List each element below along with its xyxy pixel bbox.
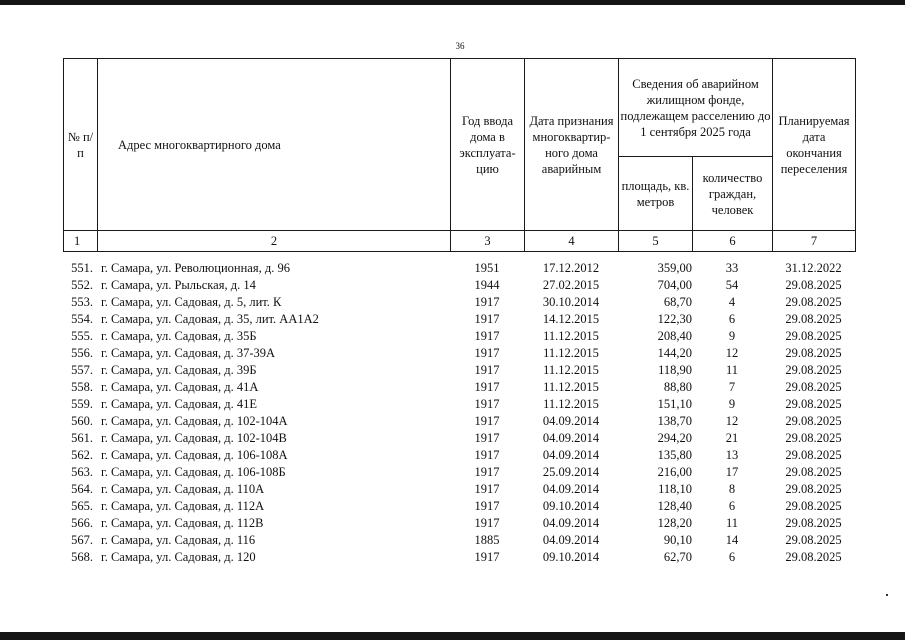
row-year: 1917: [474, 295, 500, 309]
column-number: 6: [693, 231, 773, 252]
row-year: 1917: [474, 329, 500, 343]
row-area: 294,20: [657, 431, 692, 445]
row-year: 1917: [474, 397, 500, 411]
row-year: 1917: [474, 516, 500, 530]
row-people: 11: [725, 516, 739, 530]
scan-speck: [886, 594, 888, 596]
row-year: 1917: [474, 499, 500, 513]
row-year: 1944: [474, 278, 500, 292]
row-date: 04.09.2014: [542, 516, 600, 530]
column-number: 5: [619, 231, 693, 252]
row-people: 21: [725, 431, 739, 445]
row-address: г. Самара, ул. Садовая, д. 112В: [101, 516, 264, 530]
row-end: 29.08.2025: [785, 397, 842, 411]
row-end: 29.08.2025: [785, 380, 842, 394]
row-index: 551.: [71, 261, 93, 275]
row-address: г. Самара, ул. Садовая, д. 102-104В: [101, 431, 287, 445]
row-area: 144,20: [657, 346, 692, 360]
row-index: 566.: [71, 516, 93, 530]
table-row: [63, 294, 855, 311]
row-area: 704,00: [657, 278, 692, 292]
row-date: 09.10.2014: [542, 499, 600, 513]
header-year: Год ввода дома в эксплуата-цию: [451, 59, 525, 231]
column-number: 3: [451, 231, 525, 252]
row-area: 88,80: [663, 380, 692, 394]
row-index: 552.: [71, 278, 93, 292]
row-index: 553.: [71, 295, 93, 309]
row-people: 12: [725, 414, 739, 428]
row-area: 118,90: [658, 363, 692, 377]
table-row: [63, 277, 855, 294]
table-row: [63, 464, 855, 481]
row-people: 17: [725, 465, 739, 479]
table-row: [63, 498, 855, 515]
row-area: 128,40: [657, 499, 692, 513]
header-address: Адрес многоквартирного дома: [98, 59, 451, 231]
row-address: г. Самара, ул. Рыльская, д. 14: [101, 278, 256, 292]
table-header: [63, 58, 856, 252]
row-area: 135,80: [657, 448, 692, 462]
row-end: 29.08.2025: [785, 431, 842, 445]
row-people: 54: [725, 278, 739, 292]
row-year: 1917: [474, 448, 500, 462]
table-row: [63, 430, 855, 447]
row-index: 558.: [71, 380, 93, 394]
row-area: 151,10: [657, 397, 692, 411]
row-end: 31.12.2022: [785, 261, 842, 275]
header-table: [63, 58, 856, 252]
row-year: 1917: [474, 312, 500, 326]
column-number: 7: [773, 231, 856, 252]
row-index: 555.: [71, 329, 93, 343]
bottom-border-bar: [0, 632, 905, 640]
row-address: г. Самара, ул. Садовая, д. 41Е: [101, 397, 257, 411]
row-address: г. Самара, ул. Садовая, д. 35Б: [101, 329, 257, 343]
header-group: Сведения об аварийном жилищном фонде, подлежащем расселению до 1 сентября 2025 года: [619, 59, 773, 157]
row-people: 14: [725, 533, 739, 547]
row-date: 04.09.2014: [542, 448, 600, 462]
row-date: 11.12.2015: [543, 363, 599, 377]
row-area: 208,40: [657, 329, 692, 343]
row-end: 29.08.2025: [785, 329, 842, 343]
row-address: г. Самара, ул. Садовая, д. 39Б: [101, 363, 257, 377]
row-date: 11.12.2015: [543, 329, 599, 343]
row-address: г. Самара, ул. Садовая, д. 35, лит. АА1А2: [101, 312, 319, 326]
row-date: 04.09.2014: [542, 414, 600, 428]
row-date: 17.12.2012: [542, 261, 600, 275]
row-end: 29.08.2025: [785, 550, 842, 564]
row-end: 29.08.2025: [785, 363, 842, 377]
row-people: 6: [728, 550, 736, 564]
row-year: 1917: [474, 380, 500, 394]
row-date: 11.12.2015: [543, 397, 599, 411]
row-people: 9: [728, 329, 736, 343]
row-people: 7: [728, 380, 736, 394]
row-date: 11.12.2015: [543, 346, 599, 360]
row-date: 14.12.2015: [542, 312, 600, 326]
row-end: 29.08.2025: [785, 465, 842, 479]
row-address: г. Самара, ул. Садовая, д. 106-108А: [101, 448, 288, 462]
row-year: 1885: [474, 533, 500, 547]
row-year: 1917: [474, 414, 500, 428]
row-year: 1917: [474, 363, 500, 377]
row-end: 29.08.2025: [785, 448, 842, 462]
row-index: 563.: [71, 465, 93, 479]
table-row: [63, 447, 855, 464]
table-row: [63, 328, 855, 345]
row-index: 560.: [71, 414, 93, 428]
row-end: 29.08.2025: [785, 533, 842, 547]
row-area: 128,20: [657, 516, 692, 530]
row-index: 567.: [71, 533, 93, 547]
row-year: 1917: [474, 550, 500, 564]
row-index: 564.: [71, 482, 93, 496]
table-row: [63, 260, 855, 277]
row-index: 565.: [71, 499, 93, 513]
header-end: Планируемая дата окончания переселения: [773, 59, 856, 231]
row-index: 568.: [71, 550, 93, 564]
table-row: [63, 379, 855, 396]
row-end: 29.08.2025: [785, 346, 842, 360]
row-year: 1951: [474, 261, 500, 275]
table-row: [63, 481, 855, 498]
row-date: 09.10.2014: [542, 550, 600, 564]
row-address: г. Самара, ул. Садовая, д. 106-108Б: [101, 465, 286, 479]
table-row: [63, 413, 855, 430]
row-index: 561.: [71, 431, 93, 445]
row-end: 29.08.2025: [785, 278, 842, 292]
row-area: 216,00: [657, 465, 692, 479]
row-address: г. Самара, ул. Садовая, д. 41А: [101, 380, 259, 394]
row-people: 9: [728, 397, 736, 411]
row-address: г. Самара, ул. Садовая, д. 116: [101, 533, 256, 547]
row-area: 68,70: [663, 295, 692, 309]
row-people: 33: [725, 261, 739, 275]
row-address: г. Самара, ул. Садовая, д. 112А: [101, 499, 265, 513]
row-year: 1917: [474, 465, 500, 479]
row-end: 29.08.2025: [785, 482, 842, 496]
row-people: 8: [728, 482, 736, 496]
top-border-bar: [0, 0, 905, 5]
row-area: 90,10: [663, 533, 692, 547]
row-area: 359,00: [657, 261, 692, 275]
row-people: 6: [728, 499, 736, 513]
row-date: 30.10.2014: [542, 295, 600, 309]
row-index: 562.: [71, 448, 93, 462]
row-people: 6: [728, 312, 736, 326]
header-index: № п/п: [64, 59, 98, 231]
row-index: 556.: [71, 346, 93, 360]
row-end: 29.08.2025: [785, 312, 842, 326]
row-index: 554.: [71, 312, 93, 326]
row-end: 29.08.2025: [785, 414, 842, 428]
header-area: площадь, кв. метров: [619, 157, 693, 231]
row-address: г. Самара, ул. Садовая, д. 37-39А: [101, 346, 276, 360]
row-date: 04.09.2014: [542, 482, 600, 496]
row-address: г. Самара, ул. Революционная, д. 96: [101, 261, 290, 275]
row-year: 1917: [474, 482, 500, 496]
header-date: Дата признания многоквартир-ного дома аварийным: [525, 59, 619, 231]
row-index: 557.: [71, 363, 93, 377]
column-number: 4: [525, 231, 619, 252]
table-row: [63, 549, 855, 566]
row-area: 138,70: [657, 414, 692, 428]
row-area: 122,30: [657, 312, 692, 326]
header-people: количество граждан, человек: [693, 157, 773, 231]
row-date: 27.02.2015: [542, 278, 600, 292]
row-area: 62,70: [663, 550, 692, 564]
table-row: [63, 515, 855, 532]
table-row: [63, 396, 855, 413]
row-address: г. Самара, ул. Садовая, д. 120: [101, 550, 256, 564]
row-address: г. Самара, ул. Садовая, д. 110А: [101, 482, 265, 496]
row-index: 559.: [71, 397, 93, 411]
page-number: 36: [455, 41, 465, 51]
row-date: 04.09.2014: [542, 431, 600, 445]
row-people: 11: [725, 363, 739, 377]
table-row: [63, 311, 855, 328]
row-end: 29.08.2025: [785, 295, 842, 309]
row-date: 04.09.2014: [542, 533, 600, 547]
row-area: 118,10: [658, 482, 692, 496]
row-address: г. Самара, ул. Садовая, д. 5, лит. К: [101, 295, 282, 309]
table-body: [63, 260, 855, 566]
row-people: 12: [725, 346, 739, 360]
row-date: 11.12.2015: [543, 380, 599, 394]
row-people: 13: [725, 448, 739, 462]
table-row: [63, 345, 855, 362]
column-number: 2: [98, 231, 451, 252]
table-row: [63, 362, 855, 379]
row-end: 29.08.2025: [785, 516, 842, 530]
row-end: 29.08.2025: [785, 499, 842, 513]
column-number: 1: [64, 231, 98, 252]
table-row: [63, 532, 855, 549]
row-address: г. Самара, ул. Садовая, д. 102-104А: [101, 414, 288, 428]
row-year: 1917: [474, 431, 500, 445]
row-date: 25.09.2014: [542, 465, 600, 479]
row-people: 4: [728, 295, 736, 309]
row-year: 1917: [474, 346, 500, 360]
